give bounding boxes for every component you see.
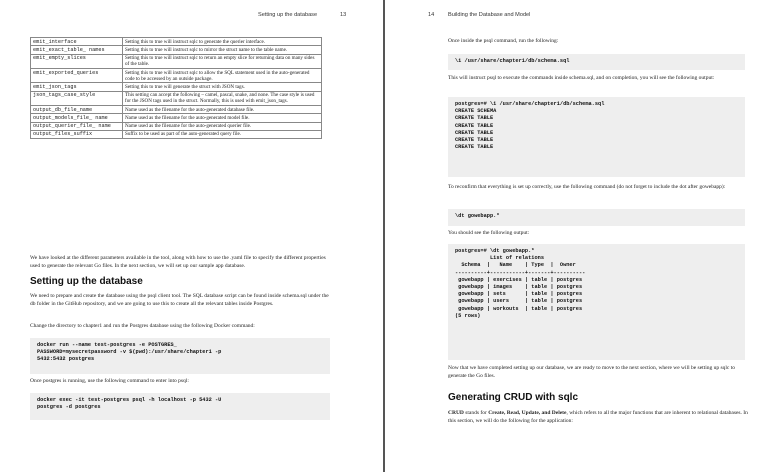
table-row [31,105,322,113]
code-block-dt-command [448,209,745,226]
code-line: List of relations [455,255,545,262]
code-block-docker-run [30,338,330,374]
option-name-cell: emit_exact_table_ names [31,46,123,54]
code-line: postgres -d postgres [37,404,101,411]
page-number: 13 [340,12,347,18]
code-line: postgres=# \dt gowebapp.* [455,248,535,254]
table-row [31,68,322,82]
crud-description: , which refers to all the major functions that are inherent to relational databases. In this section, we will do the following for the application: [448,410,748,424]
paragraph-setup-complete: Now that we have completed setting up our database, we are ready to move to the next section, where we will be setting up sqlc to generate the Go files. [448,365,735,379]
code-line: gowebapp | sets | table | postgres [455,291,583,298]
running-header-title: Setting up the database [258,12,318,18]
code-block-relations-output [448,244,745,360]
option-name-cell: emit_interface [31,38,123,46]
table-row [31,114,322,122]
option-name-cell: emit_json_tags [31,83,123,91]
crud-expansion: Create, Read, Update, and Delete [488,410,567,416]
paragraph-should-see: You should see the following output: [448,230,530,236]
section-heading: Generating CRUD with sqlc [448,392,579,403]
code-line: \i /usr/share/chapter1/db/schema.sql [455,58,570,64]
paragraph-once-running: Once postgres is running, use the following command to enter into psql: [30,378,189,384]
table-row [31,38,322,46]
code-line: CREATE TABLE [455,129,494,136]
code-line: \dt gowebapp.* [455,213,500,219]
running-header-title: Building the Database and Model [448,12,531,18]
option-name-cell: emit_exported_queries [31,68,123,82]
code-line: gowebapp | images | table | postgres [455,283,583,290]
code-line: CREATE TABLE [455,144,494,151]
sqlc-options-table [30,37,322,139]
paragraph-change-directory: Change the directory to chapter1 and run the Postgres database using the following Docker command: [30,323,255,329]
table-row [31,91,322,105]
paragraph-prepare-database: We need to prepare and create the database using the psql client tool. The SQL database script can be found inside schema.sql under the db folder in the GitHub repository, and we are going to use this to create all the relevant tables inside Postgres. [30,293,329,307]
code-block-docker-exec [30,393,330,420]
code-line: gowebapp | workouts | table | postgres [455,305,583,312]
paragraph-execute-schema: This will instruct psql to execute the commands inside schema.sql, and on completion, you will see the following output: [448,75,715,81]
option-description-cell: Setting this to true will instruct sqlc to return an empty slice for returning data on many sides of the table. [123,54,322,68]
option-description-cell: Setting this to true will instruct sqlc to generate the querier interface. [123,38,322,46]
option-description-cell: Setting this to true will instruct sqlc to allow the SQL statement used in the auto-generated code to be accessed by an outside package. [123,68,322,82]
option-name-cell: output_models_file_ name [31,114,123,122]
paragraph-reconfirm: To reconfirm that everything is set up correctly, use the following command (do not forget to include the dot after gowebapp): [448,184,726,190]
code-line: ----------+-----------+-------+---------- [455,269,586,276]
table-row [31,130,322,138]
option-description-cell: Name used as the filename for the auto-generated querier file. [123,122,322,130]
table-row [31,83,322,91]
option-name-cell: json_tags_case_style [31,91,123,105]
option-description-cell: Name used as the filename for the auto-generated database file. [123,105,322,113]
right-page [385,0,768,472]
code-block-include-schema [448,54,745,70]
code-line: postgres=# \i /usr/share/chapter1/db/schema.sql [455,101,605,107]
paragraph-inside-psql: Once inside the psql command, run the following: [448,38,559,44]
option-name-cell: output_files_suffix [31,130,123,138]
code-line: CREATE SCHEMA [455,108,497,115]
option-description-cell: This setting can accept the following – camel, pascal, snake, and none. The case style is used for the JSON tags used in the struct. Normally, this is used with emit_json_tags. [123,91,322,105]
option-description-cell: Setting this to true will generate the struct with JSON tags. [123,83,322,91]
option-description-cell: Name used as the filename for the auto-generated model file. [123,114,322,122]
code-line: CREATE TABLE [455,122,494,129]
code-line: docker run --name test-postgres -e POSTGRES_ [37,342,177,348]
crud-connector: stands for [463,410,489,416]
option-name-cell: emit_empty_slices [31,54,123,68]
code-line: CREATE TABLE [455,136,494,143]
code-line: docker exec -it test-postgres psql -h localhost -p 5432 -U [37,397,222,403]
option-description-cell: Suffix to be used as part of the auto-generated query file. [123,130,322,138]
code-line: PASSWORD=mysecretpassword -v $(pwd):/usr/share/chapter1 -p [37,349,222,356]
code-line: Schema | Name | Type | Owner [455,262,576,269]
paragraph-parameters-summary: We have looked at the different parameters available in the tool, along with how to use the .yaml file to specify the different properties used to generate the relevant Go files. In the next section, we will set up our sample app database. [30,255,326,269]
crud-term: CRUD [448,410,464,416]
table-row [31,54,322,68]
table-row [31,122,322,130]
code-line: gowebapp | exercises | table | postgres [455,276,583,283]
option-name-cell: output_querier_file_ name [31,122,123,130]
table-row [31,46,322,54]
code-block-schema-output [448,97,745,177]
code-line: 5432:5432 postgres [37,356,95,363]
paragraph-crud-definition [448,410,753,425]
page-number: 14 [428,12,435,18]
section-heading: Setting up the database [30,276,143,287]
code-line: (5 rows) [455,312,481,319]
left-page [0,0,383,472]
option-description-cell: Setting this to true will instruct sqlc to mirror the struct name to the table name. [123,46,322,54]
option-name-cell: output_db_file_name [31,105,123,113]
code-line: gowebapp | users | table | postgres [455,298,583,305]
code-line: CREATE TABLE [455,115,494,122]
